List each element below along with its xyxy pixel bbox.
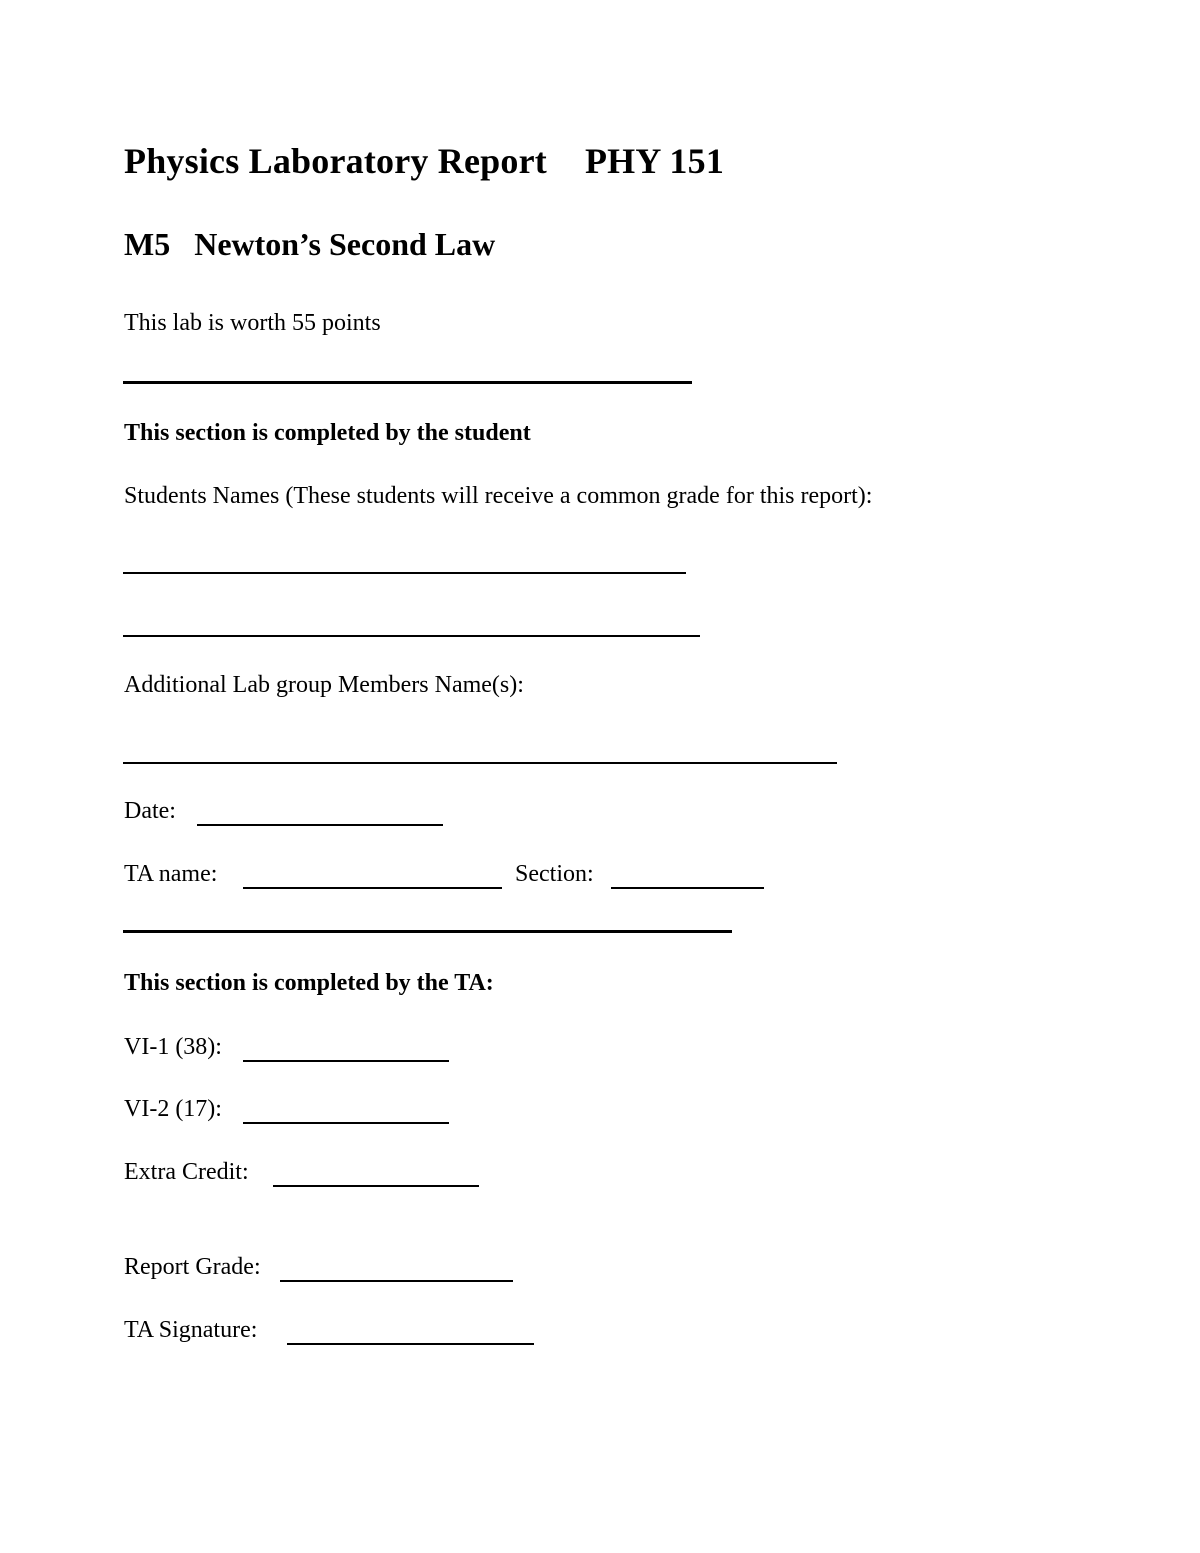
vi1-label: VI-1 (38): bbox=[124, 1034, 222, 1060]
lab-name: Newton’s Second Law bbox=[194, 226, 496, 262]
course-code: PHY 151 bbox=[584, 141, 725, 181]
student-section-heading: This section is completed by the student bbox=[124, 420, 531, 446]
section-divider-top bbox=[123, 381, 692, 384]
date-field[interactable] bbox=[197, 824, 443, 826]
points-note: This lab is worth 55 points bbox=[124, 310, 381, 336]
vi1-field[interactable] bbox=[243, 1060, 449, 1062]
vi2-field[interactable] bbox=[243, 1122, 449, 1124]
student-name-field-1[interactable] bbox=[123, 572, 686, 574]
ta-name-label: TA name: bbox=[124, 861, 218, 887]
extra-credit-label: Extra Credit: bbox=[124, 1159, 249, 1185]
report-grade-field[interactable] bbox=[280, 1280, 513, 1282]
ta-name-field[interactable] bbox=[243, 887, 502, 889]
ta-signature-field[interactable] bbox=[287, 1343, 534, 1345]
lab-heading bbox=[124, 226, 495, 263]
vi2-label: VI-2 (17): bbox=[124, 1096, 222, 1122]
page-title bbox=[124, 140, 724, 182]
additional-members-field[interactable] bbox=[123, 762, 837, 764]
extra-credit-field[interactable] bbox=[273, 1185, 479, 1187]
ta-signature-label: TA Signature: bbox=[124, 1317, 258, 1343]
report-grade-label: Report Grade: bbox=[124, 1254, 261, 1280]
section-label: Section: bbox=[515, 861, 594, 887]
date-label: Date: bbox=[124, 798, 176, 824]
section-divider-bottom bbox=[123, 930, 732, 933]
student-name-field-2[interactable] bbox=[123, 635, 700, 637]
section-field[interactable] bbox=[611, 887, 764, 889]
ta-section-heading: This section is completed by the TA: bbox=[124, 970, 494, 996]
lab-code: M5 bbox=[124, 226, 171, 262]
additional-members-label: Additional Lab group Members Name(s): bbox=[124, 672, 524, 698]
students-names-label: Students Names (These students will receive a common grade for this report): bbox=[124, 483, 873, 509]
report-title: Physics Laboratory Report bbox=[124, 141, 547, 181]
